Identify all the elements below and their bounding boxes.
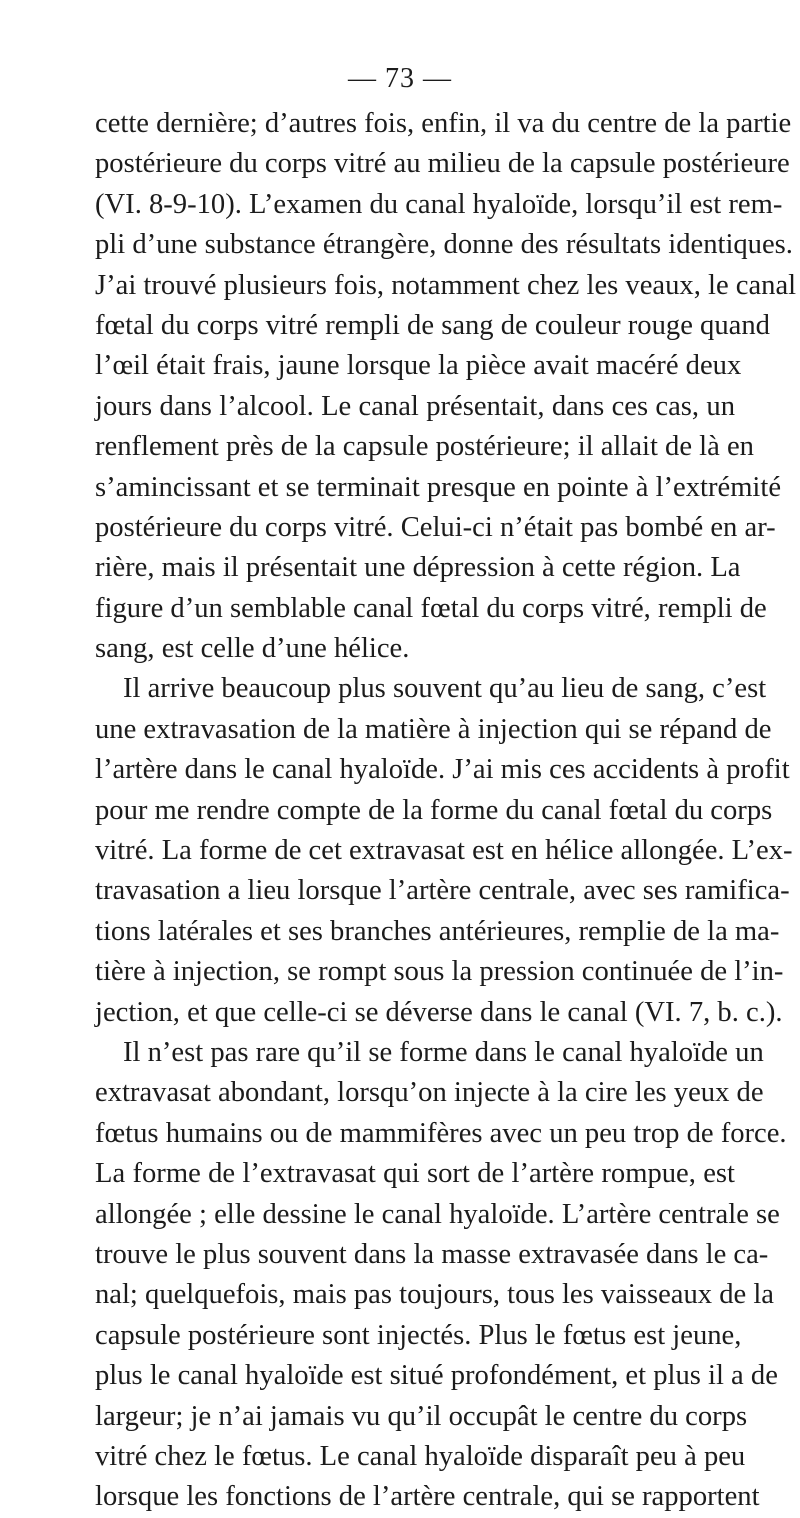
text-line: postérieure du corps vitré. Celui-ci n’était pas bombé en ar- — [95, 511, 776, 543]
paragraph-last-line: sang, est celle d’une hélice. — [95, 633, 410, 665]
text-line: fœtal du corps vitré rempli de sang de couleur rouge quand — [95, 309, 770, 341]
text-line: nal; quelquefois, mais pas toujours, tous les vaisseaux de la — [95, 1279, 774, 1311]
paragraph-first-line: Il arrive beaucoup plus souvent qu’au lieu de sang, c’est — [123, 673, 767, 705]
text-line: une extravasation de la matière à injection qui se répand de — [95, 713, 772, 745]
body-text — [95, 104, 797, 1518]
text-line: fœtus humains ou de mammifères avec un peu trop de force. — [95, 1117, 787, 1149]
text-line: allongée ; elle dessine le canal hyaloïde. L’artère centrale se — [95, 1198, 780, 1230]
text-line: l’artère dans le canal hyaloïde. J’ai mis ces accidents à profit — [95, 754, 790, 786]
text-line: pour me rendre compte de la forme du canal fœtal du corps — [95, 794, 773, 826]
text-line: travasation a lieu lorsque l’artère centrale, avec ses ramifica- — [95, 875, 790, 907]
text-line: plus le canal hyaloïde est situé profondément, et plus il a de — [95, 1360, 778, 1392]
text-line: lorsque les fonctions de l’artère centrale, qui se rapportent — [95, 1481, 760, 1513]
text-line: postérieure du corps vitré au milieu de la capsule postérieure — [95, 148, 790, 180]
text-line: tions latérales et ses branches antérieures, remplie de la ma- — [95, 915, 780, 947]
text-line: extravasat abondant, lorsqu’on injecte à la cire les yeux de — [95, 1077, 764, 1109]
paragraph-first-line: Il n’est pas rare qu’il se forme dans le canal hyaloïde un — [123, 1036, 764, 1068]
text-line: vitré chez le fœtus. Le canal hyaloïde disparaît peu à peu — [95, 1440, 746, 1472]
text-line: jours dans l’alcool. Le canal présentait, dans ces cas, un — [95, 390, 735, 422]
text-line: (VI. 8-9-10). L’examen du canal hyaloïde, lorsqu’il est rem- — [95, 188, 783, 220]
text-line: s’amincissant et se terminait presque en pointe à l’extrémité — [95, 471, 782, 503]
text-line: capsule postérieure sont injectés. Plus le fœtus est jeune, — [95, 1319, 742, 1351]
text-line: jection, et que celle-ci se déverse dans le canal (VI. 7, b. c.). — [95, 996, 783, 1028]
text-line: vitré. La forme de cet extravasat est en hélice allongée. L’ex- — [95, 835, 793, 867]
text-line: largeur; je n’ai jamais vu qu’il occupât le centre du corps — [95, 1400, 748, 1432]
text-line: trouve le plus souvent dans la masse extravasée dans le ca- — [95, 1238, 769, 1270]
text-line: cette dernière; d’autres fois, enfin, il va du centre de la partie — [95, 108, 792, 139]
text-line: pli d’une substance étrangère, donne des résultats identiques. — [95, 229, 793, 261]
text-line: J’ai trouvé plusieurs fois, notamment chez les veaux, le canal — [95, 269, 797, 301]
text-line: rière, mais il présentait une dépression à cette région. La — [95, 552, 741, 584]
text-line: renflement près de la capsule postérieure; il allait de là en — [95, 431, 754, 463]
text-line: l’œil était frais, jaune lorsque la pièce avait macéré deux — [95, 350, 742, 382]
text-line: figure d’un semblable canal fœtal du corps vitré, rempli de — [95, 592, 767, 624]
page-number: — 73 — — [348, 63, 452, 94]
text-line: tière à injection, se rompt sous la pression continuée de l’in- — [95, 956, 784, 988]
text-line: La forme de l’extravasat qui sort de l’artère rompue, est — [95, 1158, 735, 1190]
